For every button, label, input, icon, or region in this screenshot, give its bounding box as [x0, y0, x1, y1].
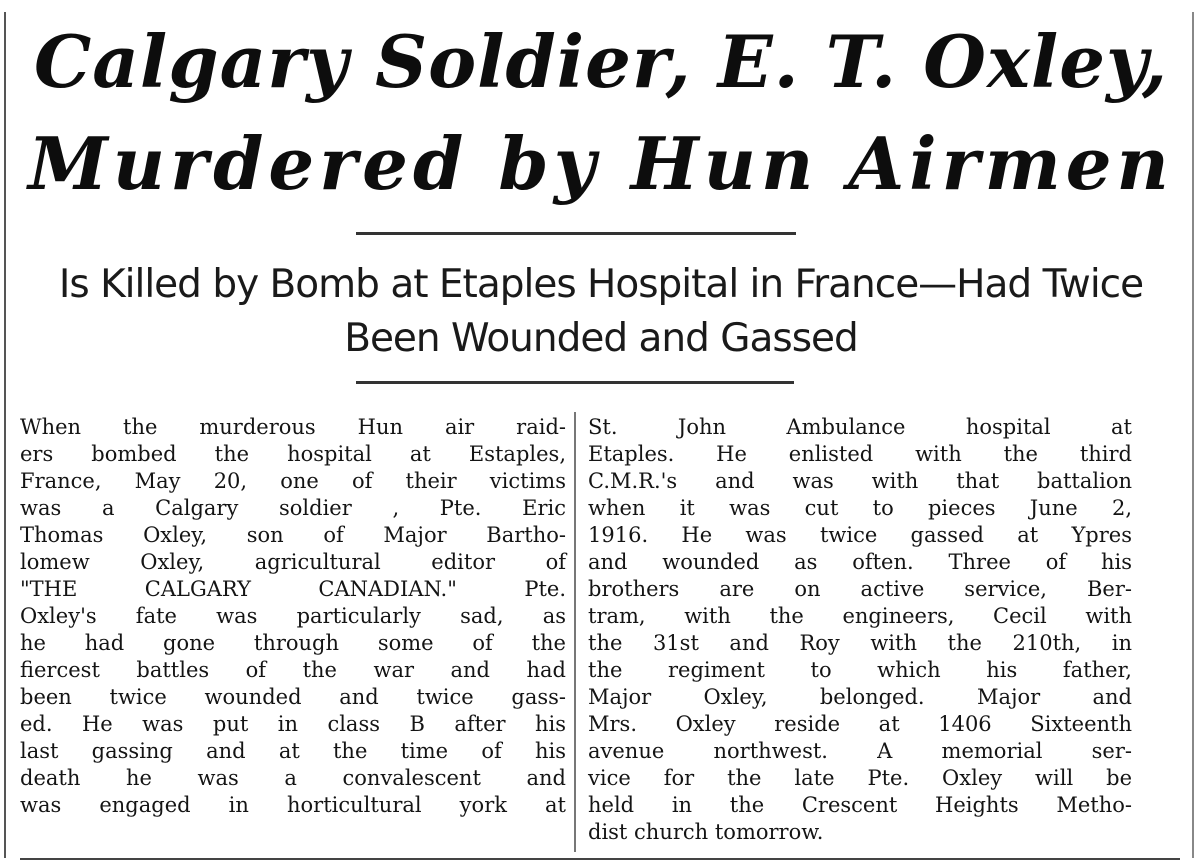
body-column-1-line: last gassing and at the time of his — [20, 739, 566, 763]
body-column-1-line: lomew Oxley, agricultural editor of — [20, 550, 566, 574]
headline-divider-rule — [356, 232, 796, 235]
subhead-line-1: Is Killed by Bomb at Etaples Hospital in France—Had Twice — [58, 262, 1144, 307]
body-column-2-line: 1916. He was twice gassed at Ypres — [588, 523, 1132, 547]
column-divider — [574, 412, 576, 852]
body-column-2-line: vice for the late Pte. Oxley will be — [588, 766, 1132, 790]
body-column-2-line: tram, with the engineers, Cecil with — [588, 604, 1132, 628]
body-column-1-line: he had gone through some of the — [20, 631, 566, 655]
body-column-2-line: C.M.R.'s and was with that battalion — [588, 469, 1132, 493]
body-column-1-line: been twice wounded and twice gass- — [20, 685, 566, 709]
subhead-divider-rule — [356, 381, 794, 384]
body-column-2-line: Major Oxley, belonged. Major and — [588, 685, 1132, 709]
subhead-line-2: Been Wounded and Gassed — [344, 316, 858, 361]
body-column-2-line: and wounded as often. Three of his — [588, 550, 1132, 574]
body-column-1-line: fiercest battles of the war and had — [20, 658, 566, 682]
body-column-2-line: the 31st and Roy with the 210th, in — [588, 631, 1132, 655]
body-column-1-line: When the murderous Hun air raid- — [20, 415, 566, 439]
body-column-2-line: held in the Crescent Heights Metho- — [588, 793, 1132, 817]
body-column-1-line: Thomas Oxley, son of Major Bartho- — [20, 523, 566, 547]
body-column-2-line: the regiment to which his father, — [588, 658, 1132, 682]
body-column-1-line: France, May 20, one of their victims — [20, 469, 566, 493]
body-column-1-line: ers bombed the hospital at Estaples, — [20, 442, 566, 466]
bottom-border-rule — [20, 858, 1180, 860]
body-column-2-line: when it was cut to pieces June 2, — [588, 496, 1132, 520]
body-column-2-line: brothers are on active service, Ber- — [588, 577, 1132, 601]
body-column-2-line: Mrs. Oxley reside at 1406 Sixteenth — [588, 712, 1132, 736]
headline-line-1: Calgary Soldier, E. T. Oxley, — [33, 19, 1169, 104]
body-column-2-line: dist church tomorrow. — [588, 820, 824, 844]
body-column-1-line: "THE CALGARY CANADIAN." Pte. — [20, 577, 566, 601]
body-column-1-line: death he was a convalescent and — [20, 766, 566, 790]
body-column-2-line: St. John Ambulance hospital at — [588, 415, 1132, 439]
body-column-1-line: ed. He was put in class B after his — [20, 712, 566, 736]
body-column-2-line: Etaples. He enlisted with the third — [588, 442, 1132, 466]
body-column-1-line: was engaged in horticultural york at — [20, 793, 566, 817]
body-column-2-line: avenue northwest. A memorial ser- — [588, 739, 1132, 763]
body-column-1-line: was a Calgary soldier , Pte. Eric — [20, 496, 566, 520]
headline-line-2: Murdered by Hun Airmen — [28, 121, 1174, 206]
body-column-1-line: Oxley's fate was particularly sad, as — [20, 604, 566, 628]
